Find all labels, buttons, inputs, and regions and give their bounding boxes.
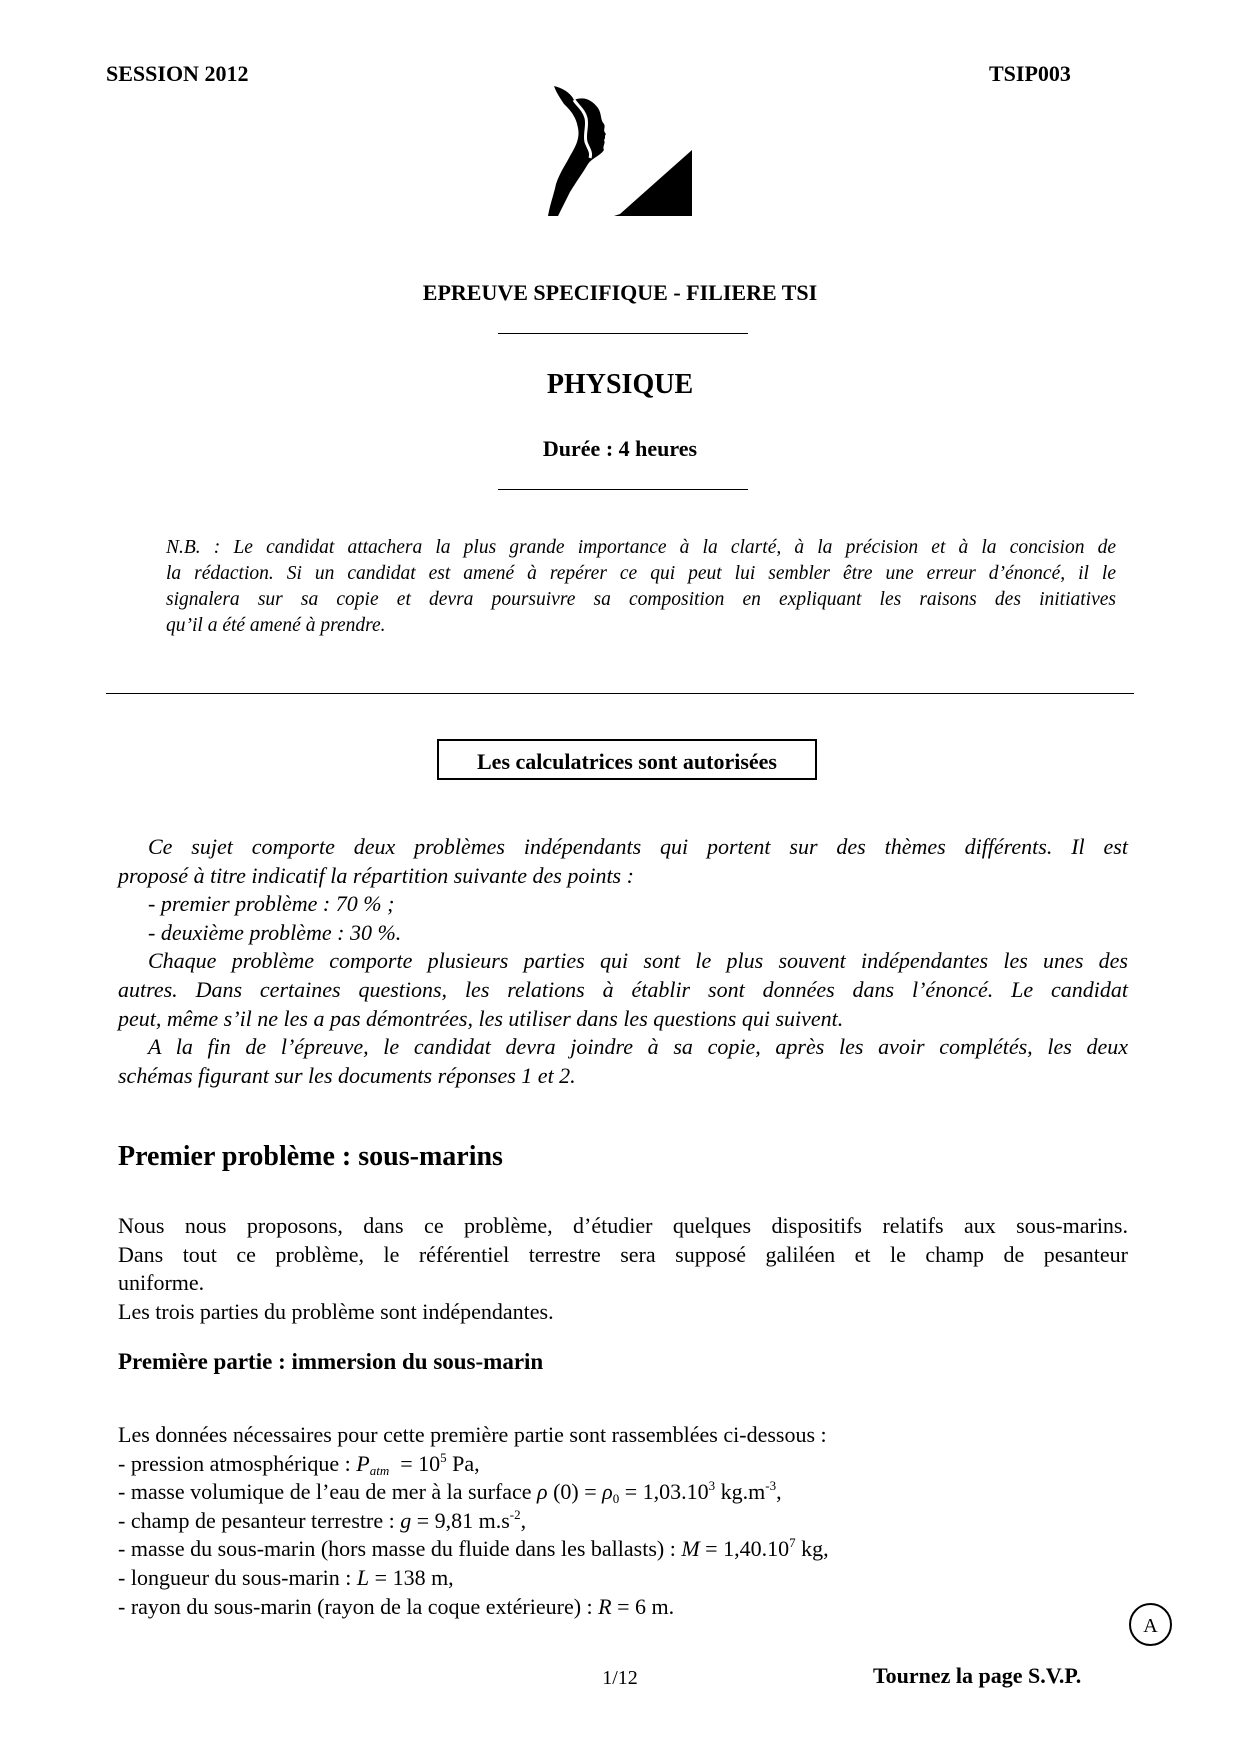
- exponent: 3: [708, 1478, 716, 1494]
- duration-divider: [498, 489, 748, 490]
- data-text: = 138 m,: [369, 1564, 454, 1590]
- problem1-line: uniforme.: [118, 1270, 205, 1296]
- calculator-notice: Les calculatrices sont autorisées: [437, 739, 817, 780]
- data-text: (0) =: [547, 1479, 603, 1505]
- problem1-title: Premier problème : sous-marins: [118, 1141, 503, 1172]
- intro-line: peut, même s’il ne les a pas démontrées, les utiliser dans les questions qui suivent.: [118, 1005, 844, 1031]
- subject-title: PHYSIQUE: [546, 369, 694, 400]
- problem1-line: Les trois parties du problème sont indépendantes.: [118, 1298, 554, 1324]
- data-mass: [118, 1535, 1128, 1564]
- intro-paragraph: [118, 833, 1128, 1090]
- part1-data: [118, 1421, 1128, 1621]
- data-text: = 9,81 m.s: [411, 1507, 510, 1533]
- intro-line: - premier problème : 70 % ;: [148, 891, 395, 917]
- subscript: atm: [369, 1462, 390, 1478]
- subscript: 0: [612, 1491, 620, 1507]
- exponent: 7: [789, 1535, 796, 1551]
- data-length: [118, 1564, 1128, 1593]
- intro-line: A la fin de l’épreuve, le candidat devra joindre à sa copie, après les avoir complétés, les deux: [148, 1034, 1128, 1060]
- data-text: - rayon du sous-marin (rayon de la coque extérieure) :: [118, 1593, 599, 1619]
- data-text: - masse du sous-marin (hors masse du fluide dans les ballasts) :: [118, 1536, 682, 1562]
- duration: Durée : 4 heures: [542, 436, 698, 461]
- concours-logo: [548, 86, 692, 218]
- data-radius: [118, 1593, 1128, 1622]
- problem1-line: Nous nous proposons, dans ce problème, d’étudier quelques dispositifs relatifs aux sous-marins.: [118, 1213, 1128, 1238]
- symbol: ρ: [537, 1479, 548, 1505]
- data-density: [118, 1478, 1128, 1507]
- intro-line: proposé à titre indicatif la répartition suivante des points :: [118, 862, 634, 888]
- nb-line: la rédaction. Si un candidat est amené à repérer ce qui peut lui sembler être une erreur d’énoncé, il le: [166, 563, 1116, 584]
- session-label: SESSION 2012: [106, 61, 249, 86]
- problem1-paragraph: [118, 1212, 1128, 1326]
- nb-line: qu’il a été amené à prendre.: [166, 615, 386, 636]
- symbol: R: [598, 1593, 612, 1619]
- problem1-line: Dans tout ce problème, le référentiel terrestre sera supposé galiléen et le champ de pesanteur: [118, 1241, 1128, 1267]
- data-text: kg.m: [715, 1479, 766, 1505]
- symbol: M: [681, 1536, 700, 1562]
- data-text: ,: [520, 1507, 527, 1533]
- data-text: - champ de pesanteur terrestre :: [118, 1507, 401, 1533]
- data-text: = 1,40.10: [699, 1536, 790, 1562]
- data-text: ,: [776, 1479, 782, 1505]
- intro-line: schémas figurant sur les documents réponses 1 et 2.: [118, 1062, 576, 1088]
- intro-line: Chaque problème comporte plusieurs parties qui sont le plus souvent indépendantes les unes des: [148, 948, 1128, 974]
- section-divider: [106, 693, 1134, 694]
- symbol: ρ: [602, 1479, 613, 1505]
- data-text: - pression atmosphérique :: [118, 1450, 357, 1476]
- title-divider: [498, 333, 748, 334]
- nb-paragraph: [166, 535, 1116, 639]
- data-text: - masse volumique de l’eau de mer à la surface: [118, 1479, 538, 1505]
- data-text: = 1,03.10: [619, 1479, 709, 1505]
- version-circle: A: [1129, 1603, 1172, 1646]
- nb-line: signalera sur sa copie et devra poursuivre sa composition en expliquant les raisons des initiatives: [166, 589, 1116, 610]
- data-text: kg,: [795, 1536, 829, 1562]
- exponent: -3: [765, 1478, 777, 1494]
- symbol: L: [356, 1564, 370, 1590]
- data-text: - longueur du sous-marin :: [118, 1564, 357, 1590]
- turn-page-notice: Tournez la page S.V.P.: [873, 1663, 1082, 1688]
- nb-line: N.B. : Le candidat attachera la plus grande importance à la clarté, à la précision et à la concision de: [166, 537, 1116, 558]
- symbol: g: [400, 1507, 412, 1533]
- symbol: P: [356, 1450, 370, 1476]
- intro-line: Ce sujet comporte deux problèmes indépendants qui portent sur des thèmes différents. Il est: [148, 834, 1128, 859]
- data-gravity: [118, 1507, 1128, 1536]
- intro-line: autres. Dans certaines questions, les relations à établir sont données dans l’énoncé. Le candidat: [118, 976, 1128, 1002]
- epreuve-title: EPREUVE SPECIFIQUE - FILIERE TSI: [422, 280, 818, 305]
- data-text: = 6 m.: [611, 1593, 675, 1619]
- page-number: 1/12: [602, 1667, 638, 1689]
- data-text: Pa,: [446, 1450, 480, 1476]
- intro-line: - deuxième problème : 30 %.: [148, 919, 402, 945]
- part1-title: Première partie : immersion du sous-marin: [118, 1349, 544, 1374]
- exponent: -2: [509, 1506, 521, 1522]
- exponent: 5: [440, 1449, 447, 1465]
- data-text: = 10: [389, 1450, 441, 1476]
- part1-intro: Les données nécessaires pour cette première partie sont rassemblées ci-dessous :: [118, 1422, 827, 1447]
- exam-code: TSIP003: [989, 61, 1071, 86]
- data-atm-pressure: [118, 1450, 1128, 1479]
